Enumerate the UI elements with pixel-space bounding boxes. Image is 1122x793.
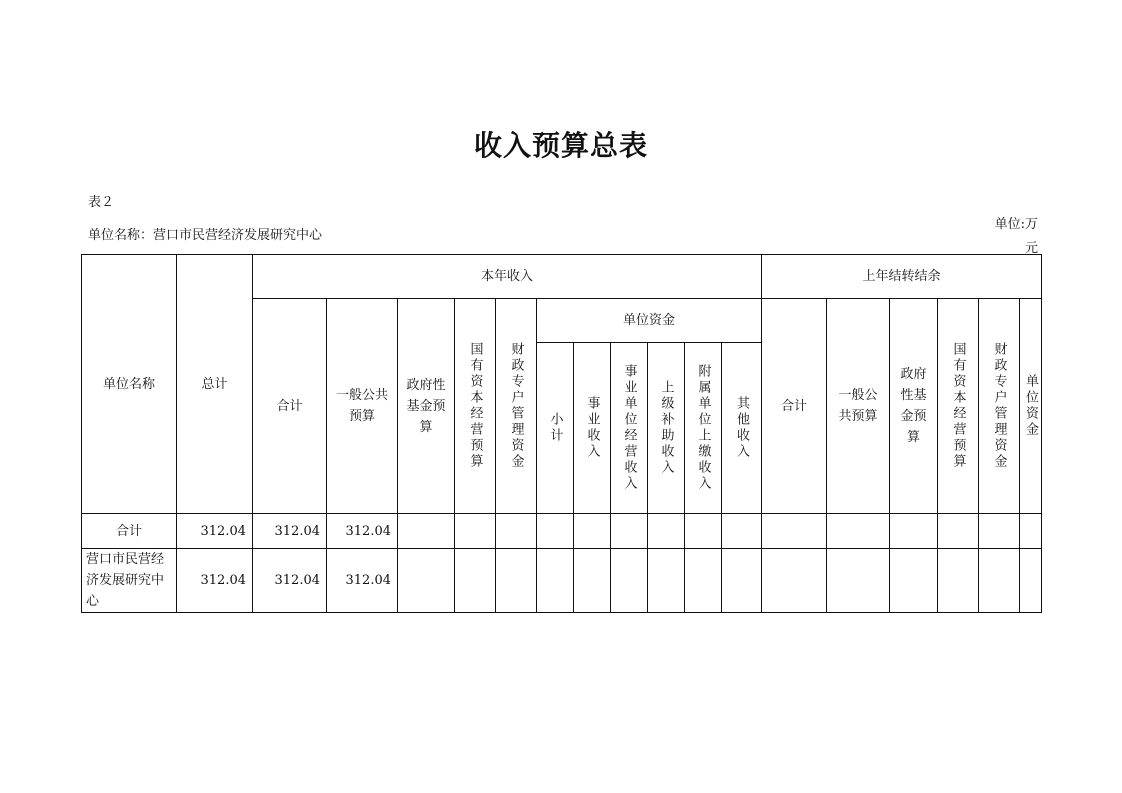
row-unit-name xyxy=(82,549,177,613)
header-prev-subtotal: 合计 xyxy=(762,299,827,514)
row-unit-general-public-budget: 312.04 xyxy=(327,549,398,613)
header-prev-general-public-budget xyxy=(827,299,890,514)
header-prev-fiscal-special-fund-text: 财政专户管理资金 xyxy=(991,342,1007,470)
header-prev-gov-fund-budget-text: 政府性基金预算 xyxy=(900,367,927,445)
row-total-subtotal: 312.04 xyxy=(253,514,327,549)
header-business-income xyxy=(574,343,611,514)
header-general-public-budget xyxy=(327,299,398,514)
row-total-general-public-budget: 312.04 xyxy=(327,514,398,549)
header-prev-unit-funds-text: 单位资金 xyxy=(1023,374,1038,438)
header-prev-state-capital-budget xyxy=(938,299,979,514)
row-total-total: 312.04 xyxy=(177,514,253,549)
header-prev-gov-fund-budget xyxy=(890,299,938,514)
row-unit-subtotal: 312.04 xyxy=(253,549,327,613)
page-title: 收入预算总表 xyxy=(473,129,648,162)
header-state-capital-budget xyxy=(455,299,496,514)
header-prev-carryover: 上年结转结余 xyxy=(762,255,1042,299)
header-other-income-text: 其他收入 xyxy=(734,396,749,460)
header-affiliated-unit-income-text: 附属单位上缴收入 xyxy=(695,364,711,492)
row-total-name: 合计 xyxy=(82,514,177,549)
unit-name-line: 单位名称：营口市民营经济发展研究中心 xyxy=(88,228,323,243)
header-gov-fund-budget-text: 政府性基金预算 xyxy=(406,377,446,435)
row-unit-name-text: 营口市民营经济发展研究中心 xyxy=(86,552,165,609)
header-unit-funds: 单位资金 xyxy=(537,299,762,343)
header-fiscal-special-fund xyxy=(496,299,537,514)
header-fiscal-special-fund-text: 财政专户管理资金 xyxy=(508,342,524,470)
header-business-unit-operating-income-text: 事业单位经营收入 xyxy=(621,364,637,492)
header-prev-general-public-budget-text: 一般公共预算 xyxy=(838,388,878,424)
header-unit-funds-subtotal xyxy=(537,343,574,514)
header-business-income-text: 事业收入 xyxy=(584,396,600,460)
table-row xyxy=(82,514,1042,549)
table-number: 表２ xyxy=(88,195,115,210)
header-superior-subsidy-income-text: 上级补助收入 xyxy=(658,380,674,476)
header-current-income: 本年收入 xyxy=(253,255,762,299)
header-superior-subsidy-income xyxy=(648,343,685,514)
header-gov-fund-budget xyxy=(398,299,455,514)
table-row xyxy=(82,549,1042,613)
header-prev-fiscal-special-fund xyxy=(979,299,1020,514)
income-budget-table xyxy=(81,254,1042,613)
header-total: 总计 xyxy=(177,255,253,514)
row-unit-total: 312.04 xyxy=(177,549,253,613)
header-prev-unit-funds xyxy=(1020,299,1042,514)
header-prev-state-capital-budget-text: 国有资本经营预算 xyxy=(950,342,966,470)
header-unit-name: 单位名称 xyxy=(82,255,177,514)
header-unit-funds-subtotal-text: 小计 xyxy=(547,412,563,444)
header-other-income xyxy=(722,343,762,514)
header-subtotal: 合计 xyxy=(253,299,327,514)
unit-label: 单位:万元 xyxy=(994,217,1038,256)
header-business-unit-operating-income xyxy=(611,343,648,514)
header-affiliated-unit-income xyxy=(685,343,722,514)
header-general-public-budget-text: 一般公共预算 xyxy=(335,388,388,424)
header-state-capital-budget-text: 国有资本经营预算 xyxy=(467,342,483,470)
